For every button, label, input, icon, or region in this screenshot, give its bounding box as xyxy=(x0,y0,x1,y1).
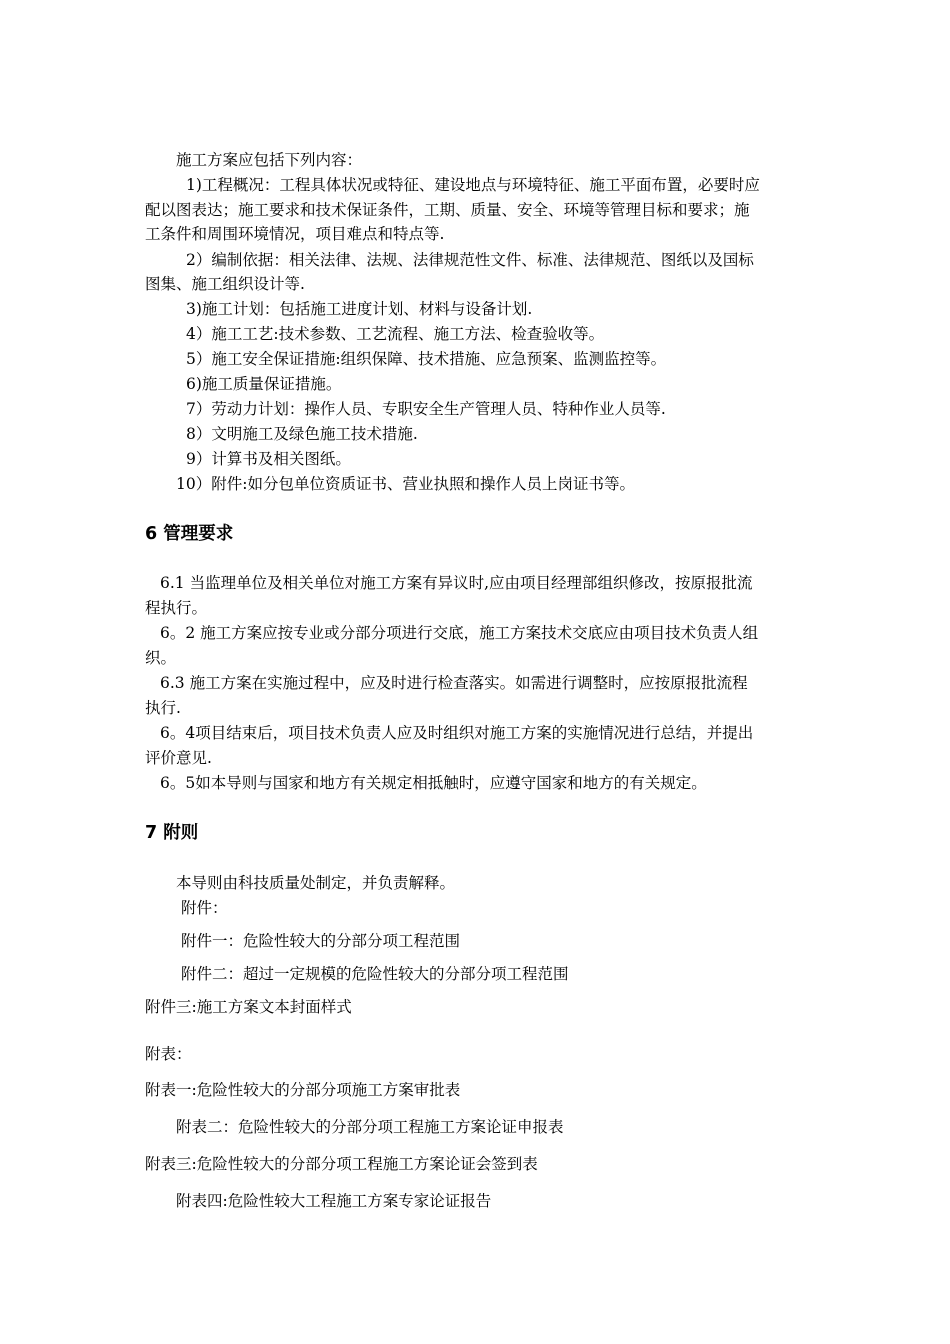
intro-lead: 施工方案应包括下列内容： xyxy=(176,151,363,169)
table-4: 附表四:危险性较大工程施工方案专家论证报告 xyxy=(176,1192,492,1210)
attachments-label: 附件： xyxy=(181,899,228,917)
item-3: 3)施工计划：包括施工进度计划、材料与设备计划. xyxy=(186,300,533,318)
attachment-3: 附件三:施工方案文本封面样式 xyxy=(145,998,352,1016)
clause-6-1-line-1: 6.1 当监理单位及相关单位对施工方案有异议时,应由项目经理部组织修改，按原报批流 xyxy=(160,574,753,592)
item-1-line-2: 配以图表达；施工要求和技术保证条件，工期、质量、安全、环境等管理目标和要求；施 xyxy=(145,201,750,219)
item-1-line-3: 工条件和周围环境情况，项目难点和特点等. xyxy=(145,225,445,243)
attachment-1: 附件一：危险性较大的分部分项工程范围 xyxy=(181,932,461,950)
clause-6-2-line-1: 6。2 施工方案应按专业或分部分项进行交底，施工方案技术交底应由项目技术负责人组 xyxy=(160,624,759,642)
section-7-heading: 7 附则 xyxy=(145,823,199,843)
item-6: 6)施工质量保证措施。 xyxy=(186,375,342,393)
clause-6-1-line-2: 程执行。 xyxy=(145,599,208,617)
clause-6-3-line-1: 6.3 施工方案在实施过程中，应及时进行检查落实。如需进行调整时，应按原报批流程 xyxy=(160,674,748,692)
item-10: 10）附件:如分包单位资质证书、营业执照和操作人员上岗证书等。 xyxy=(176,475,635,493)
clause-6-4-line-1: 6。4项目结束后，项目技术负责人应及时组织对施工方案的实施情况进行总结，并提出 xyxy=(160,724,754,742)
section-7-statement: 本导则由科技质量处制定，并负责解释。 xyxy=(176,874,456,892)
clause-6-3-line-2: 执行. xyxy=(145,699,181,717)
table-1: 附表一:危险性较大的分部分项施工方案审批表 xyxy=(145,1081,461,1099)
item-8: 8）文明施工及绿色施工技术措施. xyxy=(186,425,418,443)
tables-label: 附表： xyxy=(145,1045,192,1063)
clause-6-5: 6。5如本导则与国家和地方有关规定相抵触时，应遵守国家和地方的有关规定。 xyxy=(160,774,707,792)
item-2-line-1: 2）编制依据：相关法律、法规、法律规范性文件、标准、法律规范、图纸以及国标 xyxy=(186,251,754,269)
item-4: 4）施工工艺:技术参数、工艺流程、施工方法、检查验收等。 xyxy=(186,325,605,343)
table-3: 附表三:危险性较大的分部分项工程施工方案论证会签到表 xyxy=(145,1155,538,1173)
item-7: 7）劳动力计划：操作人员、专职安全生产管理人员、特种作业人员等. xyxy=(186,400,666,418)
attachment-2: 附件二：超过一定规模的危险性较大的分部分项工程范围 xyxy=(181,965,569,983)
clause-6-2-line-2: 织。 xyxy=(145,649,177,667)
section-6-heading: 6 管理要求 xyxy=(145,524,234,544)
item-1-line-1: 1)工程概况：工程具体状况或特征、建设地点与环境特征、施工平面布置，必要时应 xyxy=(186,176,760,194)
item-5: 5）施工安全保证措施:组织保障、技术措施、应急预案、监测监控等。 xyxy=(186,350,667,368)
clause-6-4-line-2: 评价意见. xyxy=(145,749,212,767)
table-2: 附表二：危险性较大的分部分项工程施工方案论证申报表 xyxy=(176,1118,564,1136)
item-2-line-2: 图集、施工组织设计等. xyxy=(145,275,305,293)
item-9: 9）计算书及相关图纸。 xyxy=(186,450,351,468)
